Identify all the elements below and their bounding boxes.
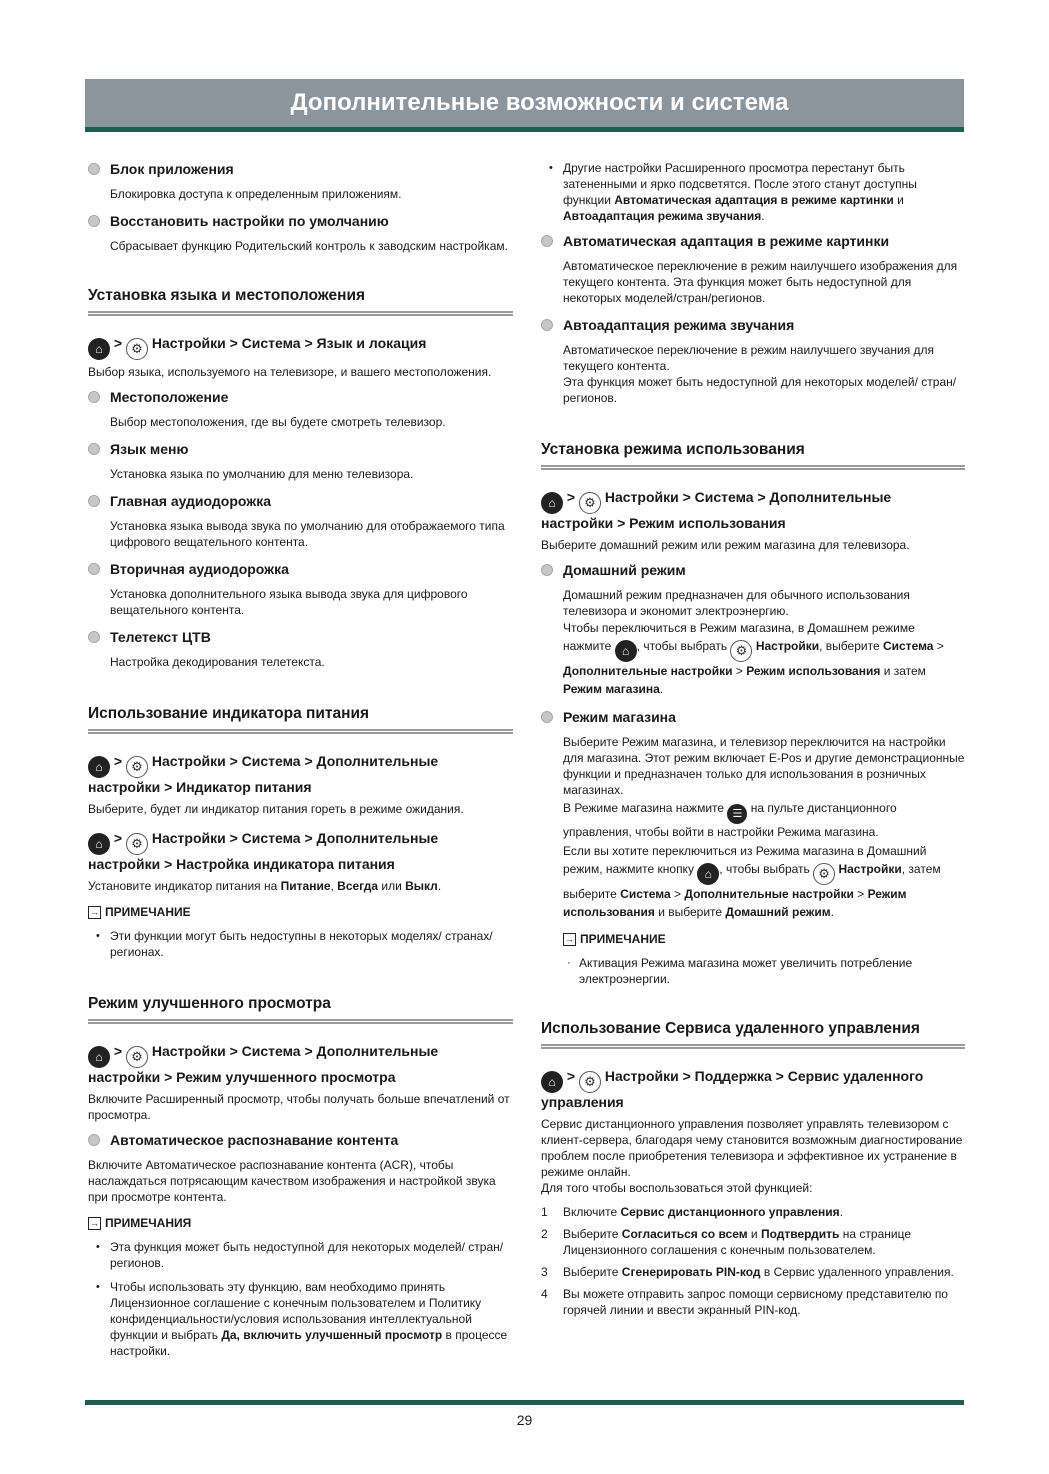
note-heading: → ПРИМЕЧАНИЕ	[565, 932, 666, 946]
settings-path: ⌂ > ⚙ Настройки > Система > Язык и локация	[88, 334, 513, 360]
gear-icon: ⚙	[730, 640, 752, 662]
settings-path: ⌂ > ⚙ Настройки > Поддержка > Сервис удаленного управления	[541, 1068, 924, 1110]
settings-path: ⌂ > ⚙ Настройки > Система > Дополнительные настройки > Индикатор питания	[88, 753, 439, 795]
step-item: 2 Выберите Согласиться со всем и Подтвердить на странице Лицензионного соглашения с конечным пользователем.	[541, 1227, 911, 1257]
home-icon: ⌂	[697, 863, 719, 885]
gear-icon: ⚙	[126, 1046, 148, 1068]
bullet-dot-icon	[88, 631, 100, 643]
gear-icon: ⚙	[579, 1071, 601, 1093]
bullet-dot-icon	[88, 443, 100, 455]
list-item	[88, 160, 513, 178]
list-item: Местоположение	[88, 388, 513, 406]
section-title: Установка режима использования	[541, 440, 965, 470]
gear-icon: ⚙	[126, 338, 148, 360]
page-number: 29	[516, 1412, 533, 1428]
settings-path: ⌂ > ⚙ Настройки > Система > Дополнительные настройки > Режим использования	[541, 489, 892, 531]
step-item: 4 Вы можете отправить запрос помощи сервисному представителю по горячей линии и ввести экранный PIN-код.	[541, 1287, 948, 1317]
list-item: Автоадаптация режима звучания	[541, 316, 965, 334]
footer-rule	[85, 1400, 964, 1405]
list-item: Режим магазина	[541, 708, 965, 726]
bullet-dot-icon	[541, 235, 553, 247]
note-bullet: • Эта функция может быть недоступной для некоторых моделей/ стран/регионов.	[96, 1240, 504, 1270]
settings-path: ⌂ > ⚙ Настройки > Система > Дополнительные настройки > Режим улучшенного просмотра	[88, 1043, 439, 1085]
section-title: Использование индикатора питания	[88, 704, 513, 734]
bullet-dot-icon	[541, 564, 553, 576]
home-icon: ⌂	[88, 833, 110, 855]
section-title: Режим улучшенного просмотра	[88, 994, 513, 1024]
list-item: Вторичная аудиодорожка	[88, 560, 513, 578]
gear-icon: ⚙	[813, 863, 835, 885]
section-intro: Выбор языка, используемого на телевизоре, и вашего местоположения.	[88, 365, 492, 379]
home-mode-instructions: Чтобы переключиться в Режим магазина, в Домашнем режиме нажмите ⌂ , чтобы выбрать ⚙ Настройки, выберите Система > Дополнительные настройки > Режим использования и затем Режим магазина.	[563, 621, 944, 696]
gear-icon: ⚙	[126, 756, 148, 778]
home-icon: ⌂	[88, 338, 110, 360]
list-item: Главная аудиодорожка	[88, 492, 513, 510]
note-bullet: • Эти функции могут быть недоступны в некоторых моделях/ странах/регионах.	[96, 929, 493, 959]
home-icon: ⌂	[541, 1071, 563, 1093]
right-column: • Другие настройки Расширенного просмотра перестанут быть затененными и ярко подсветятся. После этого станут доступны функции Автоматическая адаптация в режиме картинки и Автоадаптация режима звучания. Автоматическая адаптация в режиме картинки Автоматическое переключение в режим наилучшего изображения для текущего контента. Эта функция может быть недоступной для некоторых моделей/стран/регионов. Автоадаптация режима звучания Автоматическое переключение в режим наилучшего звучания для текущего контента. Эта функция может быть недоступной для некоторых моделей/ стран/регионов. Установка режима использования ⌂ > ⚙ Настройки > Система > Дополнительные настройки > Режим использования Выберите домашний режим или режим магазина для телевизора. Домашний режим Домашний режим предназначен для обычного использования телевизора и экономит электроэнергию. Чтобы переключиться в Режим магазина, в Домашнем режиме нажмите ⌂ , чтобы выбрать ⚙ Настройки, выберите Система > Дополнительные настройки > Режим использования и затем Режим магазина. Режим магазина Выберите Режим магазина, и телевизор переключится на настройки для магазина. Этот режим включает E-Pos и другие демонстрационные функции и предназначен только для использования в розничных магазинах. В Режиме магазина нажмите ☰ на пульте дистанционного управления, чтобы войти в настройки Режима магазина. Если вы хотите переключиться из Режима магазина в Домашний режим, нажмите кнопку ⌂ , чтобы выбрать ⚙ Настройки, затем выберите Система > Дополнительные настройки > Режим использования и выберите Домашний режим. → ПРИМЕЧАНИЕ · Активация Режима магазина может увеличить потребление электроэнергии. Использование Сервиса удаленного управления ⌂ > ⚙ Настройки > Поддержка > Сервис удаленного управления Сервис дистанционного управления позволяет управлять телевизором с клиент-сервера, благодаря чему становится возможным диагностирование проблем после приобретения телевизора и эффективное их устранение в режиме онлайн. Для того чтобы воспользоваться этой функцией: 1 Включите Сервис дистанционного управления. 2 Выберите Согласиться со всем и Подтвердить на странице Лицензионного соглашения с конечным пользователем. 3 Выберите Сгенерировать PIN-код в Сервис удаленного управления. 4 Вы можете отправить запрос помощи сервисному представителю по горячей линии и ввести экранный PIN-код.	[541, 161, 965, 1317]
bullet-dot-icon	[88, 215, 100, 227]
home-icon: ⌂	[615, 640, 637, 662]
section-title: Установка языка и местоположения	[88, 286, 513, 316]
gear-icon: ⚙	[579, 492, 601, 514]
home-icon: ⌂	[88, 1046, 110, 1068]
list-item	[88, 212, 513, 230]
list-item: Язык меню	[88, 440, 513, 458]
bullet-dot-icon	[88, 163, 100, 175]
settings-path: ⌂ > ⚙ Настройки > Система > Дополнительные настройки > Настройка индикатора питания	[88, 830, 439, 872]
list-item: Автоматическое распознавание контента	[88, 1131, 513, 1149]
home-icon: ⌂	[88, 756, 110, 778]
step-item: 3 Выберите Сгенерировать PIN-код в Сервис удаленного управления.	[541, 1265, 954, 1279]
step-item: 1 Включите Сервис дистанционного управления.	[541, 1205, 844, 1219]
bullet-dot-icon	[88, 391, 100, 403]
bullet-dot-icon	[541, 711, 553, 723]
note-heading: → ПРИМЕЧАНИЯ	[90, 1216, 192, 1230]
note-bullet: • Другие настройки Расширенного просмотра перестанут быть затененными и ярко подсветятся. После этого станут доступны функции Автоматическая адаптация в режиме картинки и Автоадаптация режима звучания.	[549, 161, 917, 223]
page-title: Дополнительные возможности и система	[290, 89, 789, 116]
home-icon: ⌂	[541, 492, 563, 514]
note-icon: →	[90, 1217, 99, 1228]
item-title: Блок приложения	[110, 161, 234, 177]
store-mode-exit-instructions: Если вы хотите переключиться из Режима магазина в Домашний режим, нажмите кнопку ⌂ , чтобы выбрать ⚙ Настройки, затем выберите Система > Дополнительные настройки > Режим использования и выберите Домашний режим.	[563, 844, 941, 919]
note-icon: →	[565, 933, 574, 944]
list-item: Домашний режим	[541, 561, 965, 579]
section-title: Использование Сервиса удаленного управления	[541, 1019, 965, 1049]
note-icon: →	[90, 906, 99, 917]
left-column: Блок приложения Блокировка доступа к определенным приложениям. Восстановить настройки по умолчанию Сбрасывает функцию Родительский контроль к заводским настройкам. Установка языка и местоположения ⌂ > ⚙ Настройки > Система > Язык и локация Выбор языка, используемого на телевизоре, и вашего местоположения. Местоположение Выбор местоположения, где вы будете смотреть телевизор. Язык меню Установка языка по умолчанию для меню телевизора. Главная аудиодорожка Установка языка вывода звука по умолчанию для отображаемого типа цифрового вещательного контента. Вторичная аудиодорожка Установка дополнительного языка вывода звука для цифрового вещательного контента. Телетекст ЦТВ Настройка декодирования телетекста. Использование индикатора питания ⌂ > ⚙ Настройки > Система > Дополнительные настройки > Индикатор питания Выберите, будет ли индикатор питания гореть в режиме ожидания. ⌂ > ⚙ Настройки > Система > Дополнительные настройки > Настройка индикатора питания Установите индикатор питания на Питание, Всегда или Выкл. → ПРИМЕЧАНИЕ • Эти функции могут быть недоступны в некоторых моделях/ странах/регионах. Режим улучшенного просмотра ⌂ > ⚙ Настройки > Система > Дополнительные настройки > Режим улучшенного просмотра Включите Расширенный просмотр, чтобы получать больше впечатлений от просмотра. Автоматическое распознавание контента Включите Автоматическое распознавание контента (ACR), чтобы наслаждаться потрясающим качеством изображения и настройкой звука при просмотре контента. → ПРИМЕЧАНИЯ • Эта функция может быть недоступной для некоторых моделей/ стран/регионов. • Чтобы использовать эту функцию, вам необходимо принять Лицензионное соглашение с конечным пользователем и Политику конфиденциальности/условия использования интеллектуальной функции и выбрать Да, включить улучшенный просмотр в процессе настройки.	[88, 160, 513, 1367]
gear-icon: ⚙	[126, 833, 148, 855]
list-item: Автоматическая адаптация в режиме картинки	[541, 232, 965, 250]
bullet-dot-icon	[541, 319, 553, 331]
note-heading: → ПРИМЕЧАНИЕ	[90, 905, 191, 919]
bullet-dot-icon	[88, 563, 100, 575]
list-item: Телетекст ЦТВ	[88, 628, 513, 646]
bullet-dot-icon	[88, 495, 100, 507]
item-desc: Блокировка доступа к определенным приложениям.	[110, 187, 402, 201]
item-desc: Сбрасывает функцию Родительский контроль к заводским настройкам.	[110, 239, 508, 253]
bullet-dot-icon	[88, 1134, 100, 1146]
page-header	[85, 79, 964, 132]
menu-icon: ☰	[727, 804, 747, 824]
power-options-text: Установите индикатор питания на Питание, Всегда или Выкл.	[88, 879, 442, 893]
note-bullet: · Активация Режима магазина может увеличить потребление электроэнергии.	[567, 956, 913, 986]
item-title: Восстановить настройки по умолчанию	[110, 213, 389, 229]
store-mode-instructions: В Режиме магазина нажмите ☰ на пульте дистанционного управления, чтобы войти в настройки Режима магазина.	[563, 801, 897, 839]
note-bullet: • Чтобы использовать эту функцию, вам необходимо принять Лицензионное соглашение с конечным пользователем и Политику конфиденциальности/условия использования интеллектуальной функции и выбрать Да, включить улучшенный просмотр в процессе настройки.	[96, 1280, 508, 1358]
